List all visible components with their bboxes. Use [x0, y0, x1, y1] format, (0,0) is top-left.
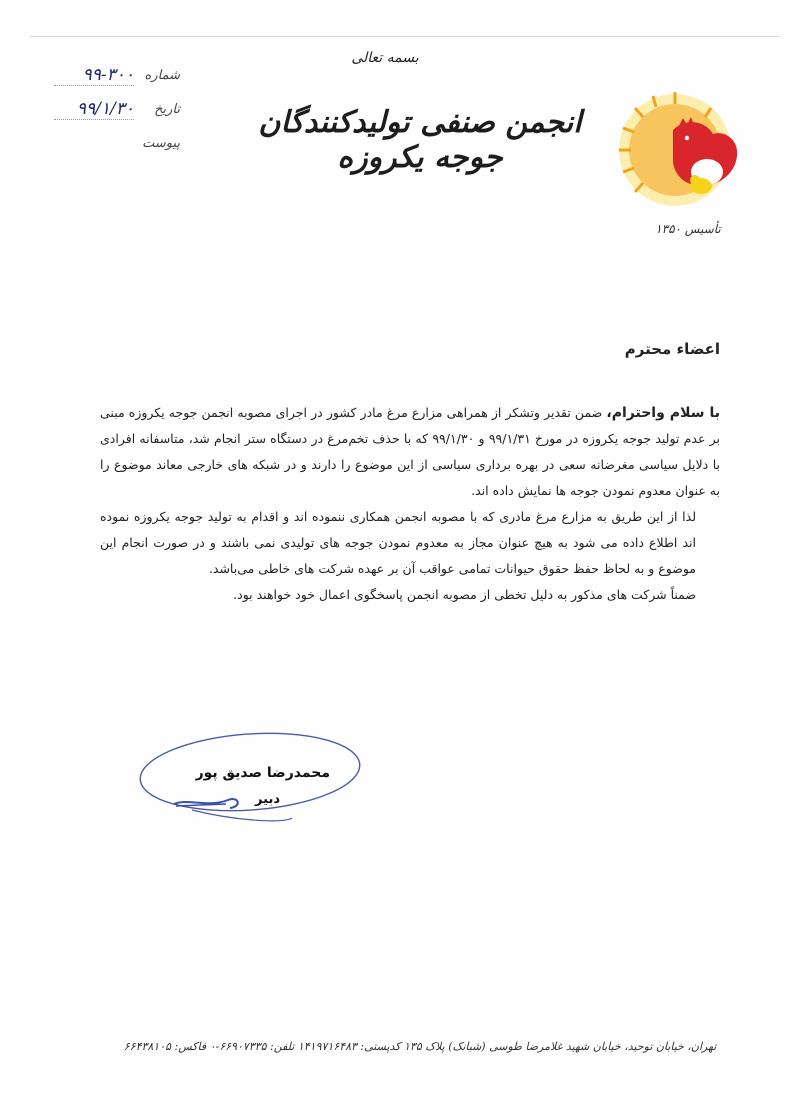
meta-attachment-row — [30, 128, 180, 158]
letter-meta — [30, 60, 180, 170]
logo-founded-caption: تأسیس ۱۳۵۰ — [655, 222, 721, 236]
paragraph-1 — [100, 400, 720, 504]
footer-address: تهران، خیابان توحید، خیابان شهید غلامرضا طوسی (شبانک) پلاک ۱۳۵ کدپستی: ۱۴۱۹۷۱۶۴۸۳ تلفن: ۶۶۹۰۷۳۳۵-۰ فاکس: ۶۶۴۳۸۱۰۵ — [123, 1040, 717, 1053]
paragraph-3: ضمناً شرکت های مذکور به دلیل تخطی از مصوبه انجمن پاسخگوی اعمال خود خواهند بود. — [233, 587, 696, 602]
meta-attachment-label: پیوست — [142, 135, 180, 151]
top-edge-line — [30, 36, 780, 37]
meta-date-value: ۹۹/۱/۳۰ — [54, 99, 134, 120]
recipient-line: اعضاء محترم — [624, 340, 720, 358]
organization-title: انجمن صنفی تولیدکنندگان جوجه یکروزه — [258, 105, 582, 175]
association-logo — [615, 90, 760, 220]
meta-number-value: ۹۹-۳۰۰ — [54, 65, 134, 86]
letter-body — [100, 340, 720, 608]
paragraph-1-text: ضمن تقدیر وتشکر از همراهی مزارع مرغ مادر کشور در اجرای مصوبه انجمن جوجه یکروزه مبنی بر عدم تولید جوجه یکروزه در مورخ ۹۹/۱/۳۱ و ۹۹/۱/۳۰ که با حذف تخم‌مرغ در دستگاه ستر انجام شد، متاسفانه افرادی با دلایل سیاسی مغرضانه سعی در بهره برداری سیاسی از این موضوع را دارند و در شبکه های خارجی معاند موضوع را به عنوان معدوم نمودن جوجه ها نمایش داده اند. — [100, 405, 721, 498]
signatory-title: دبیر — [255, 792, 280, 807]
basmala: بسمه تعالی — [351, 50, 419, 66]
chick-icon — [690, 159, 723, 194]
meta-number-row — [30, 60, 180, 90]
greeting: با سلام واحترام، — [606, 405, 720, 421]
meta-date-label: تاریخ — [154, 101, 180, 117]
signature-scribble — [168, 790, 328, 830]
signatory-name: محمدرضا صدیق پور — [195, 765, 330, 781]
meta-date-row — [30, 94, 180, 124]
paragraph-2: لذا از این طریق به مزارع مرغ مادری که با مصوبه انجمن همکاری ننموده اند و اقدام به تولید جوجه یکروزه نموده اند اطلاع داده می شود به هیچ عنوان مجاز به معدوم نمودن جوجه های تولیدی نمی باشند و در صورت انجام این موضوع و به لحاظ حفظ حقوق حیوانات تمامی عواقب آن بر عهده شرکت های خاطی می‌باشد. — [100, 509, 696, 576]
meta-number-label: شماره — [144, 67, 180, 83]
